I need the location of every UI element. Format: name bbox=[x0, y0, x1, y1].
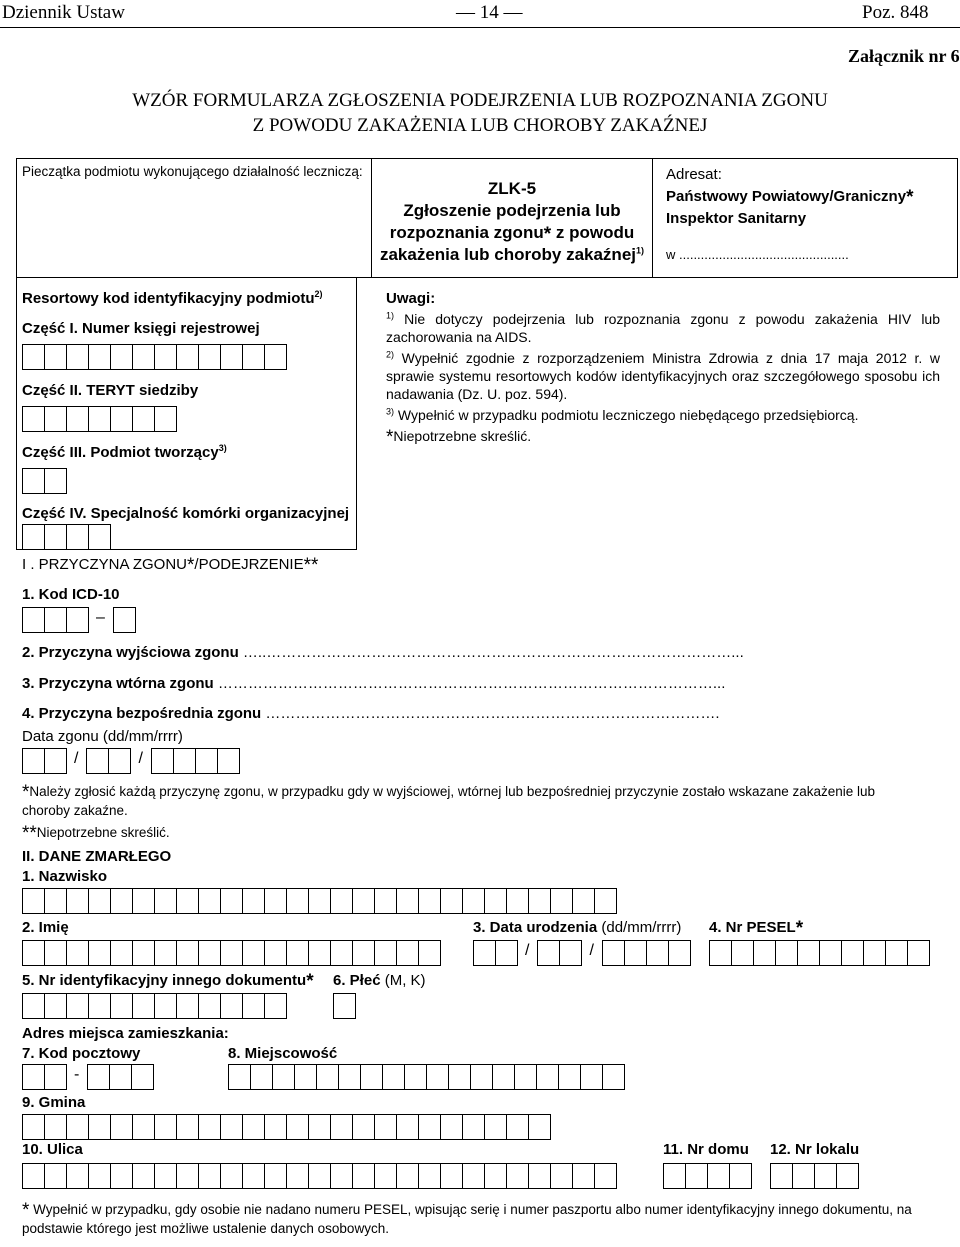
icd-label: 1. Kod ICD-10 bbox=[22, 586, 120, 603]
input-cell[interactable] bbox=[44, 344, 67, 370]
input-cell[interactable] bbox=[418, 888, 441, 914]
position-number: Poz. 848 bbox=[862, 2, 929, 23]
input-cell[interactable] bbox=[841, 940, 864, 966]
input-cell[interactable] bbox=[154, 993, 177, 1019]
part1-boxes[interactable] bbox=[22, 344, 286, 370]
flat-boxes[interactable] bbox=[770, 1163, 858, 1189]
input-cell[interactable] bbox=[484, 1163, 507, 1189]
input-cell[interactable] bbox=[572, 1163, 595, 1189]
addressee-line2: Inspektor Sanitarny bbox=[666, 210, 807, 227]
input-cell[interactable] bbox=[88, 524, 111, 550]
input-cell[interactable] bbox=[44, 607, 67, 633]
input-cell[interactable] bbox=[550, 1163, 573, 1189]
input-cell[interactable] bbox=[110, 344, 133, 370]
input-cell[interactable] bbox=[418, 1114, 441, 1140]
gmina-boxes[interactable] bbox=[22, 1114, 550, 1140]
input-cell[interactable] bbox=[374, 888, 397, 914]
input-cell[interactable] bbox=[88, 344, 111, 370]
attachment-label: Załącznik nr 6 bbox=[848, 46, 960, 66]
grid-divider-2 bbox=[652, 158, 653, 278]
input-cell[interactable] bbox=[404, 1064, 427, 1090]
section1-footnote2: **Niepotrzebne skreślić. bbox=[22, 823, 170, 844]
input-cell[interactable] bbox=[440, 1163, 463, 1189]
input-cell[interactable] bbox=[382, 1064, 405, 1090]
footer-footnote: * Wypełnić w przypadku, gdy osobie nie nadano numeru PESEL, wpisując serię i numer paszportu albo numer identyfikacyjny innego dokumentu, na podstawie którego jest możliwe ustalenie danych osobowych. bbox=[22, 1200, 912, 1236]
input-cell[interactable] bbox=[44, 888, 67, 914]
part2-label: Część II. TERYT siedziby bbox=[22, 382, 199, 399]
input-cell[interactable] bbox=[250, 1064, 273, 1090]
input-cell[interactable] bbox=[286, 1163, 309, 1189]
input-cell[interactable] bbox=[228, 1064, 251, 1090]
input-cell[interactable] bbox=[462, 888, 485, 914]
input-cell[interactable] bbox=[537, 940, 560, 966]
postal-boxes[interactable] bbox=[22, 1064, 153, 1090]
input-cell[interactable] bbox=[709, 940, 732, 966]
input-cell[interactable] bbox=[352, 888, 375, 914]
input-cell[interactable] bbox=[528, 1114, 551, 1140]
input-cell[interactable] bbox=[66, 940, 89, 966]
input-cell[interactable] bbox=[580, 1064, 603, 1090]
input-cell[interactable] bbox=[110, 406, 133, 432]
input-cell[interactable] bbox=[110, 1114, 133, 1140]
input-cell[interactable] bbox=[176, 344, 199, 370]
surname-boxes[interactable] bbox=[22, 888, 616, 914]
input-cell[interactable] bbox=[66, 1114, 89, 1140]
input-cell[interactable] bbox=[22, 888, 45, 914]
input-cell[interactable] bbox=[536, 1064, 559, 1090]
input-cell[interactable] bbox=[44, 993, 67, 1019]
input-cell[interactable] bbox=[66, 344, 89, 370]
input-cell[interactable] bbox=[602, 1064, 625, 1090]
grid-mid-line bbox=[16, 277, 958, 278]
input-cell[interactable] bbox=[154, 1114, 177, 1140]
icd-dash: – bbox=[96, 609, 105, 626]
input-cell[interactable] bbox=[176, 993, 199, 1019]
input-cell[interactable] bbox=[22, 1114, 45, 1140]
input-cell[interactable] bbox=[558, 1064, 581, 1090]
input-cell[interactable] bbox=[550, 888, 573, 914]
input-cell[interactable] bbox=[87, 1064, 110, 1090]
input-cell[interactable] bbox=[22, 993, 45, 1019]
input-cell[interactable] bbox=[110, 940, 133, 966]
input-cell[interactable] bbox=[308, 1114, 331, 1140]
input-cell[interactable] bbox=[668, 940, 691, 966]
first-name-boxes[interactable] bbox=[22, 940, 440, 966]
input-cell[interactable] bbox=[22, 1064, 45, 1090]
input-cell[interactable] bbox=[286, 940, 309, 966]
input-cell[interactable] bbox=[418, 940, 441, 966]
input-cell[interactable] bbox=[86, 748, 109, 774]
header-rule bbox=[0, 27, 960, 28]
input-cell[interactable] bbox=[316, 1064, 339, 1090]
input-cell[interactable] bbox=[110, 888, 133, 914]
input-cell[interactable] bbox=[88, 888, 111, 914]
input-cell[interactable] bbox=[113, 607, 136, 633]
input-cell[interactable] bbox=[753, 940, 776, 966]
pesel-boxes[interactable] bbox=[709, 940, 929, 966]
input-cell[interactable] bbox=[885, 940, 908, 966]
input-cell[interactable] bbox=[396, 1114, 419, 1140]
other-doc-boxes[interactable] bbox=[22, 993, 286, 1019]
input-cell[interactable] bbox=[44, 1163, 67, 1189]
input-cell[interactable] bbox=[66, 888, 89, 914]
input-cell[interactable] bbox=[360, 1064, 383, 1090]
house-boxes[interactable] bbox=[663, 1163, 751, 1189]
input-cell[interactable] bbox=[242, 344, 265, 370]
input-cell[interactable] bbox=[131, 1064, 154, 1090]
input-cell[interactable] bbox=[308, 940, 331, 966]
input-cell[interactable] bbox=[264, 344, 287, 370]
input-cell[interactable] bbox=[88, 993, 111, 1019]
input-cell[interactable] bbox=[814, 1163, 837, 1189]
address-label: Adres miejsca zamieszkania: bbox=[22, 1025, 229, 1042]
input-cell[interactable] bbox=[66, 993, 89, 1019]
sex-label: 6. Płeć (M, K) bbox=[333, 972, 426, 989]
section2-title: II. DANE ZMARŁEGO bbox=[22, 848, 172, 865]
input-cell[interactable] bbox=[308, 1163, 331, 1189]
part2-boxes[interactable] bbox=[22, 406, 176, 432]
input-cell[interactable] bbox=[333, 993, 356, 1019]
input-cell[interactable] bbox=[22, 468, 45, 494]
input-cell[interactable] bbox=[176, 1114, 199, 1140]
input-cell[interactable] bbox=[132, 993, 155, 1019]
input-cell[interactable] bbox=[154, 940, 177, 966]
input-cell[interactable] bbox=[731, 940, 754, 966]
input-cell[interactable] bbox=[110, 993, 133, 1019]
addressee-in: w ............................................... bbox=[666, 247, 849, 262]
input-cell[interactable] bbox=[44, 1114, 67, 1140]
input-cell[interactable] bbox=[88, 1163, 111, 1189]
birth-date-label: 3. Data urodzenia (dd/mm/rrrr) bbox=[473, 919, 682, 936]
grid-top-line bbox=[16, 158, 958, 159]
input-cell[interactable] bbox=[559, 940, 582, 966]
street-label: 10. Ulica bbox=[22, 1141, 83, 1158]
input-cell[interactable] bbox=[792, 1163, 815, 1189]
input-cell[interactable] bbox=[154, 406, 177, 432]
input-cell[interactable] bbox=[198, 344, 221, 370]
input-cell[interactable] bbox=[220, 1163, 243, 1189]
input-cell[interactable] bbox=[173, 748, 196, 774]
form-code: ZLK-5 bbox=[487, 179, 537, 198]
input-cell[interactable] bbox=[132, 344, 155, 370]
input-cell[interactable] bbox=[132, 1163, 155, 1189]
input-cell[interactable] bbox=[264, 993, 287, 1019]
input-cell[interactable] bbox=[308, 888, 331, 914]
input-cell[interactable] bbox=[195, 748, 218, 774]
input-cell[interactable] bbox=[484, 1114, 507, 1140]
input-cell[interactable] bbox=[132, 940, 155, 966]
input-cell[interactable] bbox=[396, 888, 419, 914]
input-cell[interactable] bbox=[426, 1064, 449, 1090]
addressee-label: Adresat: bbox=[666, 166, 722, 183]
input-cell[interactable] bbox=[352, 1114, 375, 1140]
input-cell[interactable] bbox=[242, 888, 265, 914]
input-cell[interactable] bbox=[624, 940, 647, 966]
part4-label: Część IV. Specjalność komórki organizacyjnej bbox=[22, 505, 350, 522]
input-cell[interactable] bbox=[242, 940, 265, 966]
city-boxes[interactable] bbox=[228, 1064, 624, 1090]
input-cell[interactable] bbox=[492, 1064, 515, 1090]
input-cell[interactable] bbox=[470, 1064, 493, 1090]
input-cell[interactable] bbox=[220, 888, 243, 914]
input-cell[interactable] bbox=[330, 888, 353, 914]
input-cell[interactable] bbox=[198, 940, 221, 966]
input-cell[interactable] bbox=[440, 888, 463, 914]
part1-label: Część I. Numer księgi rejestrowej bbox=[22, 320, 260, 337]
input-cell[interactable] bbox=[198, 1114, 221, 1140]
form-title-line2: Z POWODU ZAKAŻENIA LUB CHOROBY ZAKAŹNEJ bbox=[252, 115, 708, 136]
input-cell[interactable] bbox=[264, 940, 287, 966]
stamp-label: Pieczątka podmiotu wykonującego działalność leczniczą: bbox=[22, 164, 363, 179]
input-cell[interactable] bbox=[132, 888, 155, 914]
input-cell[interactable] bbox=[462, 1114, 485, 1140]
input-cell[interactable] bbox=[22, 524, 45, 550]
addressee-block bbox=[666, 164, 913, 266]
other-doc-label: 5. Nr identyfikacyjny innego dokumentu* bbox=[22, 971, 314, 992]
input-cell[interactable] bbox=[44, 1064, 67, 1090]
date-slash: / bbox=[589, 942, 594, 959]
input-cell[interactable] bbox=[22, 406, 45, 432]
input-cell[interactable] bbox=[198, 993, 221, 1019]
form-code-line1: Zgłoszenie podejrzenia lub bbox=[403, 201, 621, 220]
input-cell[interactable] bbox=[198, 888, 221, 914]
cause-direct: 4. Przyczyna bezpośrednia zgonu ………………………………………………………………………………. bbox=[22, 705, 720, 722]
input-cell[interactable] bbox=[863, 940, 886, 966]
input-cell[interactable] bbox=[88, 940, 111, 966]
input-cell[interactable] bbox=[272, 1064, 295, 1090]
flat-label: 12. Nr lokalu bbox=[770, 1141, 860, 1158]
input-cell[interactable] bbox=[66, 406, 89, 432]
input-cell[interactable] bbox=[396, 940, 419, 966]
date-slash: / bbox=[525, 942, 530, 959]
city-label: 8. Miejscowość bbox=[228, 1045, 338, 1062]
input-cell[interactable] bbox=[707, 1163, 730, 1189]
input-cell[interactable] bbox=[242, 1163, 265, 1189]
grid-right-line bbox=[957, 158, 958, 278]
input-cell[interactable] bbox=[484, 888, 507, 914]
input-cell[interactable] bbox=[132, 1114, 155, 1140]
note-4: *Niepotrzebne skreślić. bbox=[386, 427, 532, 448]
input-cell[interactable] bbox=[108, 748, 131, 774]
notes-label: Uwagi: bbox=[386, 290, 436, 307]
section1-title: I . PRZYCZYNA ZGONU*/PODEJRZENIE** bbox=[22, 555, 319, 576]
input-cell[interactable] bbox=[264, 1163, 287, 1189]
street-boxes[interactable] bbox=[22, 1163, 616, 1189]
input-cell[interactable] bbox=[514, 1064, 537, 1090]
input-cell[interactable] bbox=[154, 344, 177, 370]
input-cell[interactable] bbox=[418, 1163, 441, 1189]
input-cell[interactable] bbox=[176, 1163, 199, 1189]
grid-code-right bbox=[356, 277, 357, 550]
input-cell[interactable] bbox=[44, 748, 67, 774]
input-cell[interactable] bbox=[286, 1114, 309, 1140]
input-cell[interactable] bbox=[264, 888, 287, 914]
journal-name: Dziennik Ustaw bbox=[2, 2, 125, 23]
birth-date-boxes[interactable] bbox=[473, 940, 690, 966]
input-cell[interactable] bbox=[220, 1114, 243, 1140]
input-cell[interactable] bbox=[151, 748, 174, 774]
grid-left-line bbox=[16, 158, 17, 550]
input-cell[interactable] bbox=[663, 1163, 686, 1189]
note-3: $^{3)}$ Wypełnić w przypadku podmiotu leczniczego niebędącego przedsiębiorcą. bbox=[386, 406, 859, 423]
input-cell[interactable] bbox=[44, 468, 67, 494]
input-cell[interactable] bbox=[775, 940, 798, 966]
input-cell[interactable] bbox=[154, 1163, 177, 1189]
input-cell[interactable] bbox=[594, 1163, 617, 1189]
input-cell[interactable] bbox=[154, 888, 177, 914]
input-cell[interactable] bbox=[330, 1163, 353, 1189]
note-1: $^{1)}$ Nie dotyczy podejrzenia lub rozpoznania zgonu z powodu zakażenia HIV lub zachorowania na AIDS. bbox=[386, 310, 940, 345]
cause-initial: 2. Przyczyna wyjściowa zgonu …..…………………………………………………………………………………... bbox=[22, 644, 744, 661]
input-cell[interactable] bbox=[797, 940, 820, 966]
input-cell[interactable] bbox=[819, 940, 842, 966]
input-cell[interactable] bbox=[220, 344, 243, 370]
input-cell[interactable] bbox=[132, 406, 155, 432]
input-cell[interactable] bbox=[294, 1064, 317, 1090]
input-cell[interactable] bbox=[528, 888, 551, 914]
input-cell[interactable] bbox=[506, 888, 529, 914]
input-cell[interactable] bbox=[907, 940, 930, 966]
postal-label: 7. Kod pocztowy bbox=[22, 1045, 141, 1062]
input-cell[interactable] bbox=[22, 344, 45, 370]
input-cell[interactable] bbox=[338, 1064, 361, 1090]
form-code-block bbox=[372, 178, 652, 266]
page-number: — 14 — bbox=[456, 2, 523, 23]
first-name-label: 2. Imię bbox=[22, 919, 69, 936]
input-cell[interactable] bbox=[88, 406, 111, 432]
form-title-line1: WZÓR FORMULARZA ZGŁOSZENIA PODEJRZENIA LUB ROZPOZNANIA ZGONU bbox=[132, 90, 828, 111]
part4-boxes[interactable] bbox=[22, 524, 110, 550]
input-cell[interactable] bbox=[44, 524, 67, 550]
input-cell[interactable] bbox=[473, 940, 496, 966]
input-cell[interactable] bbox=[594, 888, 617, 914]
house-label: 11. Nr domu bbox=[663, 1141, 749, 1158]
gmina-label: 9. Gmina bbox=[22, 1094, 86, 1111]
part3-label: Część III. Podmiot tworzący$^{3)}$ bbox=[22, 443, 227, 461]
input-cell[interactable] bbox=[352, 940, 375, 966]
input-cell[interactable] bbox=[44, 940, 67, 966]
input-cell[interactable] bbox=[22, 607, 45, 633]
input-cell[interactable] bbox=[836, 1163, 859, 1189]
part3-boxes[interactable] bbox=[22, 468, 66, 494]
input-cell[interactable] bbox=[220, 940, 243, 966]
death-date-label: Data zgonu (dd/mm/rrrr) bbox=[22, 728, 183, 745]
input-cell[interactable] bbox=[264, 1114, 287, 1140]
notes-body bbox=[386, 310, 940, 448]
note-2: $^{2)}$ Wypełnić zgodnie z rozporządzeniem Ministra Zdrowia z dnia 17 maja 2012 r. w sprawie systemu resortowych kodów identyfikacyjnych oraz szczegółowego sposobu ich nadawania (Dz. U. poz. 594). bbox=[386, 349, 940, 402]
input-cell[interactable] bbox=[374, 940, 397, 966]
icd-boxes[interactable] bbox=[22, 607, 135, 633]
input-cell[interactable] bbox=[330, 940, 353, 966]
input-cell[interactable] bbox=[506, 1114, 529, 1140]
form-code-line3: zakażenia lub choroby zakaźnej$^{1)}$ bbox=[379, 245, 645, 264]
input-cell[interactable] bbox=[396, 1163, 419, 1189]
input-cell[interactable] bbox=[176, 888, 199, 914]
input-cell[interactable] bbox=[242, 1114, 265, 1140]
input-cell[interactable] bbox=[462, 1163, 485, 1189]
input-cell[interactable] bbox=[66, 607, 89, 633]
input-cell[interactable] bbox=[506, 1163, 529, 1189]
input-cell[interactable] bbox=[242, 993, 265, 1019]
input-cell[interactable] bbox=[495, 940, 518, 966]
input-cell[interactable] bbox=[44, 406, 67, 432]
input-cell[interactable] bbox=[66, 524, 89, 550]
addressee-line1: Państwowy Powiatowy/Graniczny* bbox=[666, 187, 914, 208]
input-cell[interactable] bbox=[685, 1163, 708, 1189]
input-cell[interactable] bbox=[220, 993, 243, 1019]
input-cell[interactable] bbox=[176, 940, 199, 966]
input-cell[interactable] bbox=[198, 1163, 221, 1189]
input-cell[interactable] bbox=[572, 888, 595, 914]
death-date-boxes[interactable] bbox=[22, 748, 239, 774]
input-cell[interactable] bbox=[22, 1163, 45, 1189]
input-cell[interactable] bbox=[374, 1114, 397, 1140]
input-cell[interactable] bbox=[330, 1114, 353, 1140]
ministry-code-label: Resortowy kod identyfikacyjny podmiotu$^{2)}$ bbox=[22, 289, 323, 307]
input-cell[interactable] bbox=[528, 1163, 551, 1189]
section1-footnote1: *Należy zgłosić każdą przyczynę zgonu, w przypadku gdy w wyjściowej, wtórnej lub bezpośredniej przyczynie zostało wskazane zakażenie lub choroby zakaźne. bbox=[22, 782, 876, 818]
input-cell[interactable] bbox=[770, 1163, 793, 1189]
input-cell[interactable] bbox=[602, 940, 625, 966]
input-cell[interactable] bbox=[646, 940, 669, 966]
input-cell[interactable] bbox=[448, 1064, 471, 1090]
input-cell[interactable] bbox=[88, 1114, 111, 1140]
sex-box[interactable] bbox=[333, 993, 355, 1019]
input-cell[interactable] bbox=[22, 748, 45, 774]
input-cell[interactable] bbox=[110, 1163, 133, 1189]
pesel-label: 4. Nr PESEL* bbox=[709, 918, 804, 939]
input-cell[interactable] bbox=[374, 1163, 397, 1189]
surname-label: 1. Nazwisko bbox=[22, 868, 108, 885]
date-slash: / bbox=[138, 750, 143, 767]
date-slash: / bbox=[74, 750, 79, 767]
input-cell[interactable] bbox=[440, 1114, 463, 1140]
input-cell[interactable] bbox=[109, 1064, 132, 1090]
input-cell[interactable] bbox=[66, 1163, 89, 1189]
cause-secondary: 3. Przyczyna wtórna zgonu ………………………………………………………………………………………... bbox=[22, 675, 726, 692]
input-cell[interactable] bbox=[286, 888, 309, 914]
input-cell[interactable] bbox=[217, 748, 240, 774]
input-cell[interactable] bbox=[352, 1163, 375, 1189]
form-code-line2: rozpoznania zgonu* z powodu bbox=[389, 223, 635, 245]
postal-dash: - bbox=[74, 1066, 80, 1083]
input-cell[interactable] bbox=[22, 940, 45, 966]
input-cell[interactable] bbox=[729, 1163, 752, 1189]
